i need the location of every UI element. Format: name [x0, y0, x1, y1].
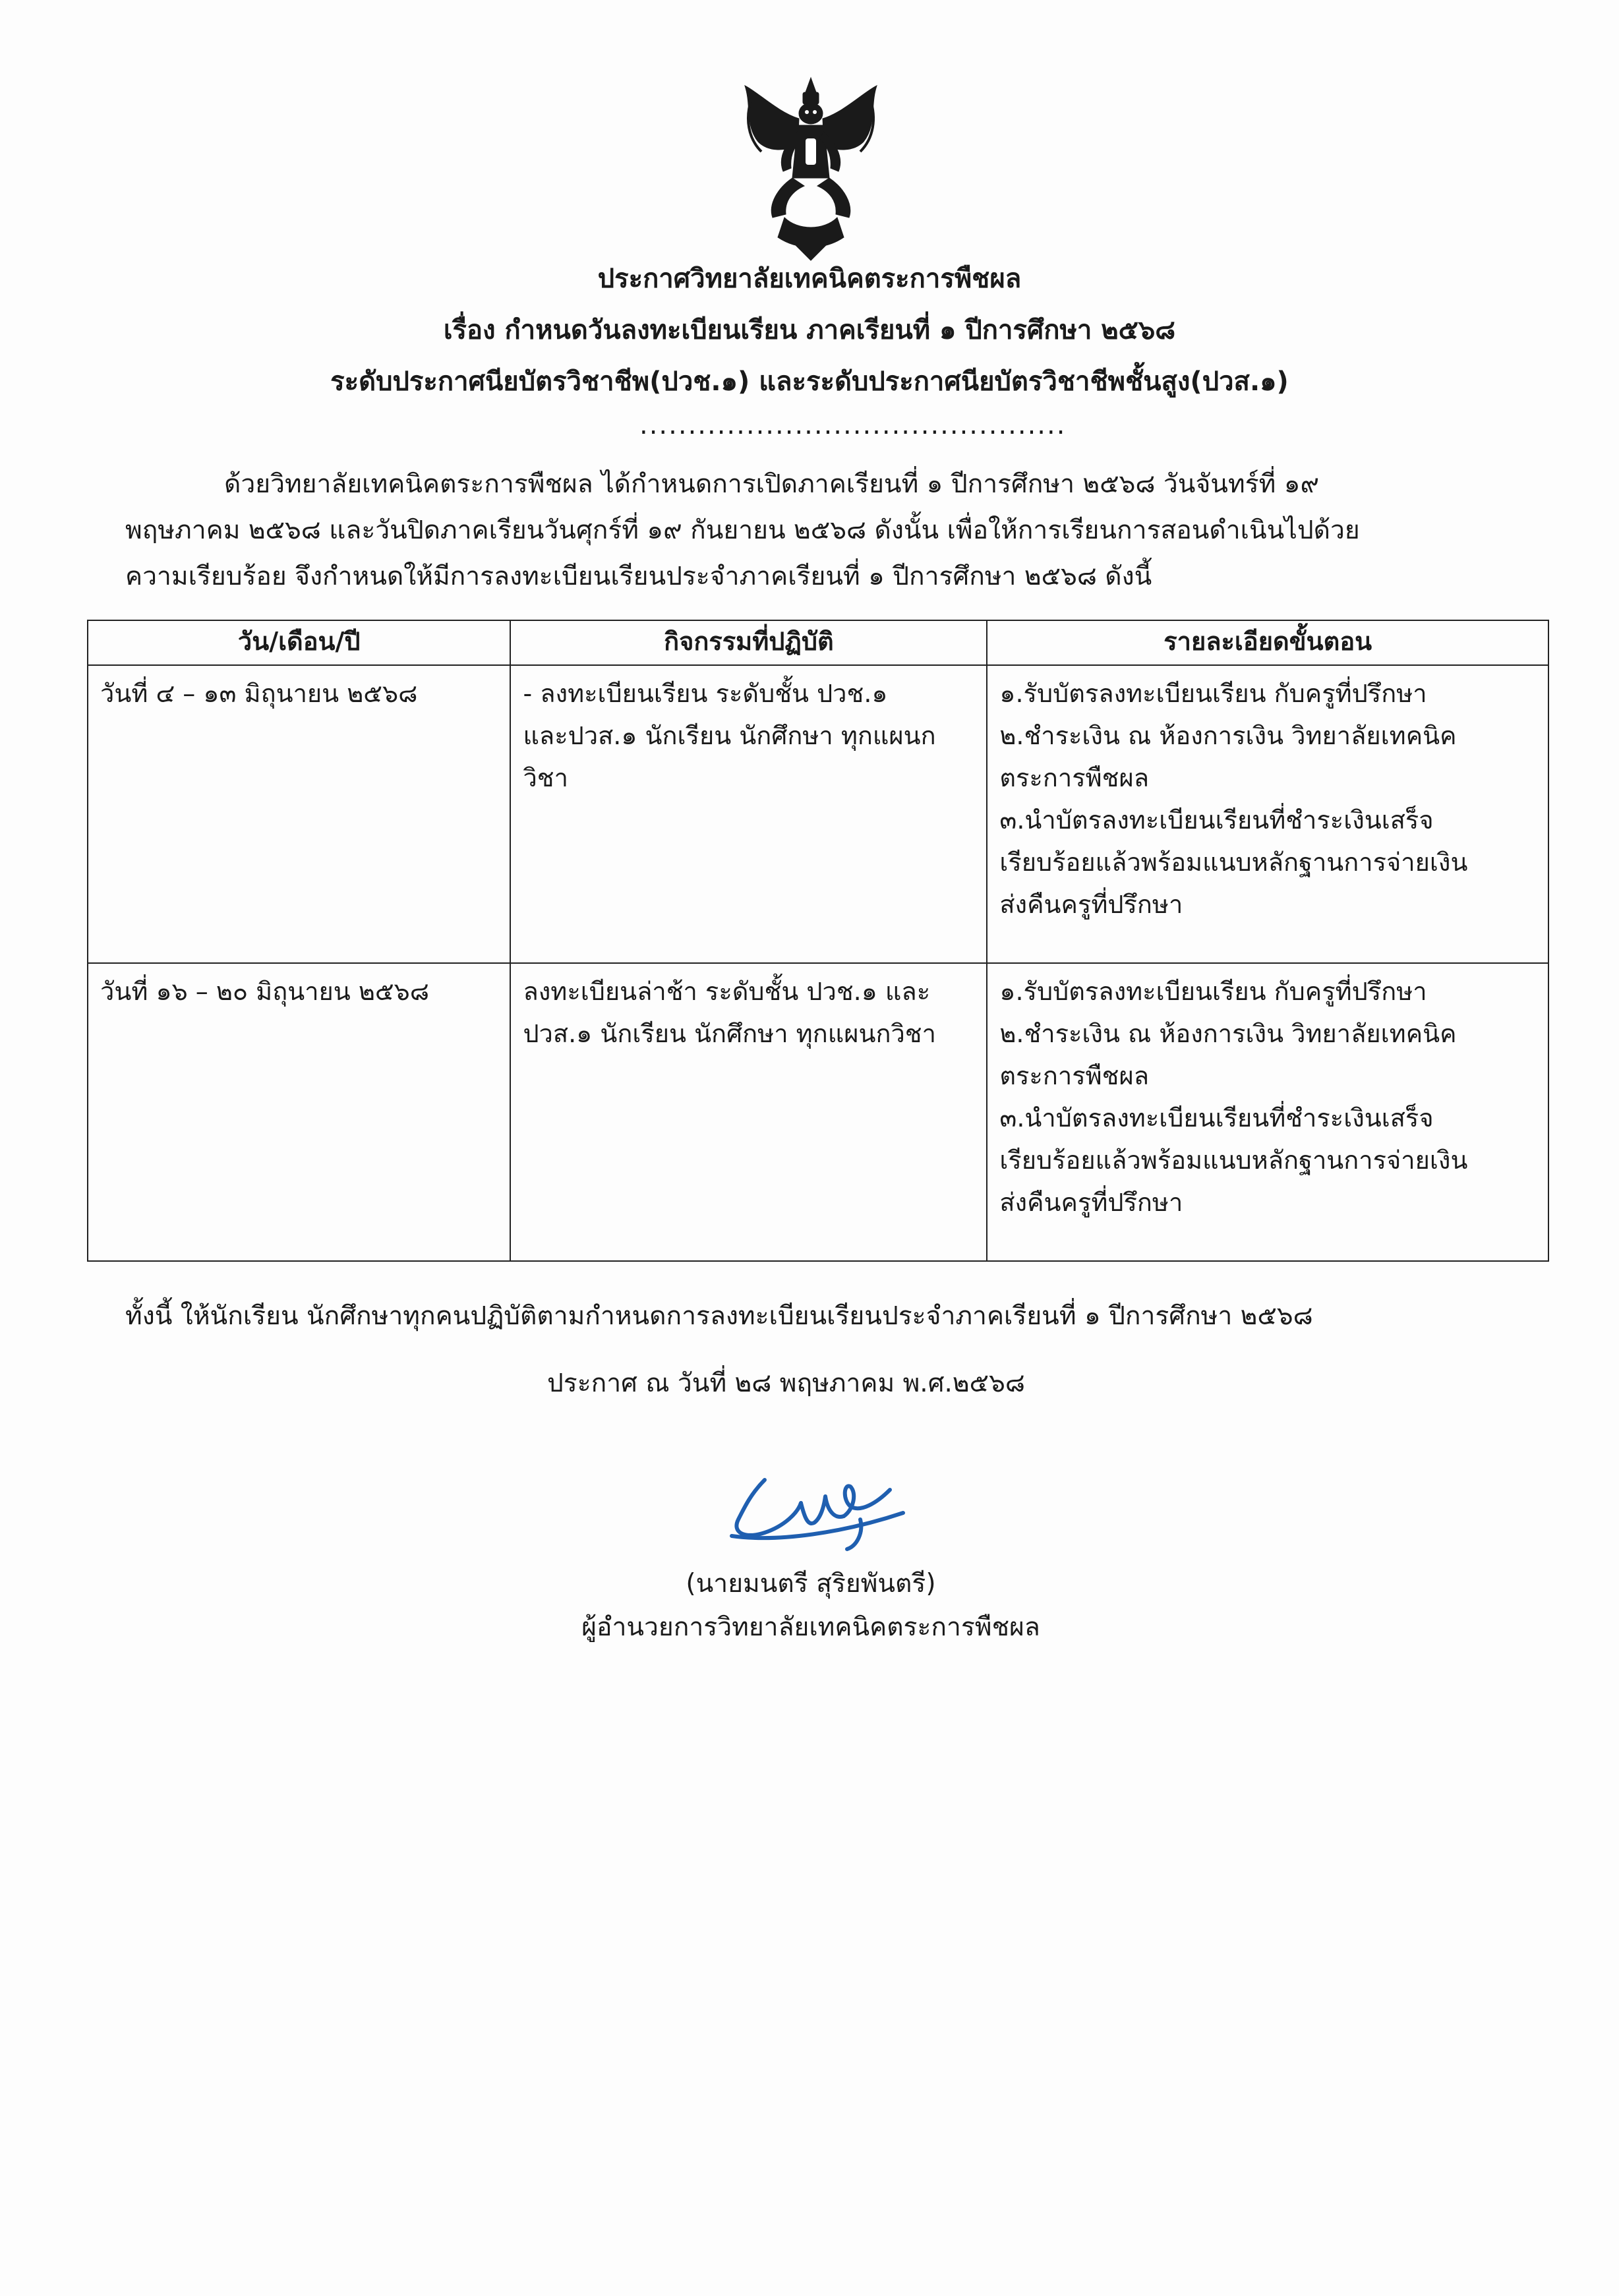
announcement-level: ระดับประกาศนียบัตรวิชาชีพ(ปวช.๑) และระดับประกาศนียบัตรวิชาชีพชั้นสูง(ปวส.๑) [330, 367, 1289, 397]
row-date-cell [88, 665, 510, 963]
date-text: วันที่ ๑๖ – ๒๐ มิถุนายน ๒๕๖๘ [100, 977, 430, 1006]
separator-dots: ............................................ [639, 410, 1067, 440]
detail-line: ๑.รับบัตรลงทะเบียนเรียน กับครูที่ปรึกษา [999, 679, 1427, 708]
row-activity-cell [510, 963, 987, 1261]
detail-line: ๒.ชำระเงิน ณ ห้องการเงิน วิทยาลัยเทคนิค [999, 1019, 1457, 1048]
table-header-row [88, 620, 1548, 665]
header-activity: กิจกรรมที่ปฏิบัติ [510, 620, 987, 665]
row-details-cell [987, 963, 1548, 1261]
announcement-subject: เรื่อง กำหนดวันลงทะเบียนเรียน ภาคเรียนที่ ๑ ปีการศึกษา ๒๕๖๘ [443, 315, 1176, 345]
garuda-emblem [732, 73, 890, 264]
header-details: รายละเอียดขั้นตอน [987, 620, 1548, 665]
activity-line: ปวส.๑ นักเรียน นักศึกษา ทุกแผนกวิชา [523, 1019, 936, 1048]
signer-name: (นายมนตรี สุริยพันตรี) [686, 1569, 936, 1599]
table-row [88, 963, 1548, 1261]
row-activity-cell [510, 665, 987, 963]
detail-line: ๓.นำบัตรลงทะเบียนเรียนที่ชำระเงินเสร็จ [999, 1104, 1434, 1133]
intro-line-2: พฤษภาคม ๒๕๖๘ และวันปิดภาคเรียนวันศุกร์ที่ ๑๙ กันยายน ๒๕๖๘ ดังนั้น เพื่อให้การเรียนการสอนดำเนินไปด้วย [125, 515, 1360, 545]
row-date-cell [88, 963, 510, 1261]
activity-line: และปวส.๑ นักเรียน นักศึกษา ทุกแผนก [523, 721, 936, 750]
handwritten-signature [725, 1467, 916, 1559]
detail-line: ๒.ชำระเงิน ณ ห้องการเงิน วิทยาลัยเทคนิค [999, 721, 1457, 750]
activity-line: วิชา [523, 763, 568, 792]
intro-line-1: ด้วยวิทยาลัยเทคนิคตระการพืชผล ได้กำหนดการเปิดภาคเรียนที่ ๑ ปีการศึกษา ๒๕๖๘ วันจันทร์ที่ ๑๙ [224, 469, 1320, 499]
announcement-title: ประกาศวิทยาลัยเทคนิคตระการพืชผล [597, 264, 1022, 294]
registration-schedule-table [87, 620, 1549, 1262]
activity-line: ลงทะเบียนล่าช้า ระดับชั้น ปวช.๑ และ [523, 977, 931, 1006]
detail-line: ๑.รับบัตรลงทะเบียนเรียน กับครูที่ปรึกษา [999, 977, 1427, 1006]
detail-line: ส่งคืนครูที่ปรึกษา [999, 890, 1183, 919]
intro-line-3: ความเรียบร้อย จึงกำหนดให้มีการลงทะเบียนเรียนประจำภาคเรียนที่ ๑ ปีการศึกษา ๒๕๖๘ ดังนี้ [125, 562, 1152, 591]
date-text: วันที่ ๔ – ๑๓ มิถุนายน ๒๕๖๘ [100, 679, 418, 708]
detail-line: ตระการพืชผล [999, 763, 1149, 792]
detail-line: เรียบร้อยแล้วพร้อมแนบหลักฐานการจ่ายเงิน [999, 848, 1468, 877]
announcement-date: ประกาศ ณ วันที่ ๒๘ พฤษภาคม พ.ศ.๒๕๖๘ [547, 1369, 1025, 1398]
table-row [88, 665, 1548, 963]
detail-line: ส่งคืนครูที่ปรึกษา [999, 1188, 1183, 1217]
detail-line: ๓.นำบัตรลงทะเบียนเรียนที่ชำระเงินเสร็จ [999, 806, 1434, 835]
detail-line: เรียบร้อยแล้วพร้อมแนบหลักฐานการจ่ายเงิน [999, 1146, 1468, 1175]
activity-line: - ลงทะเบียนเรียน ระดับชั้น ปวช.๑ [523, 679, 888, 708]
header-date: วัน/เดือน/ปี [88, 620, 510, 665]
row-details-cell [987, 665, 1548, 963]
closing-statement: ทั้งนี้ ให้นักเรียน นักศึกษาทุกคนปฏิบัติตามกำหนดการลงทะเบียนเรียนประจำภาคเรียนที่ ๑ ปีการศึกษา ๒๕๖๘ [125, 1301, 1313, 1331]
detail-line: ตระการพืชผล [999, 1061, 1149, 1090]
signer-title: ผู้อำนวยการวิทยาลัยเทคนิคตระการพืชผล [581, 1612, 1040, 1642]
